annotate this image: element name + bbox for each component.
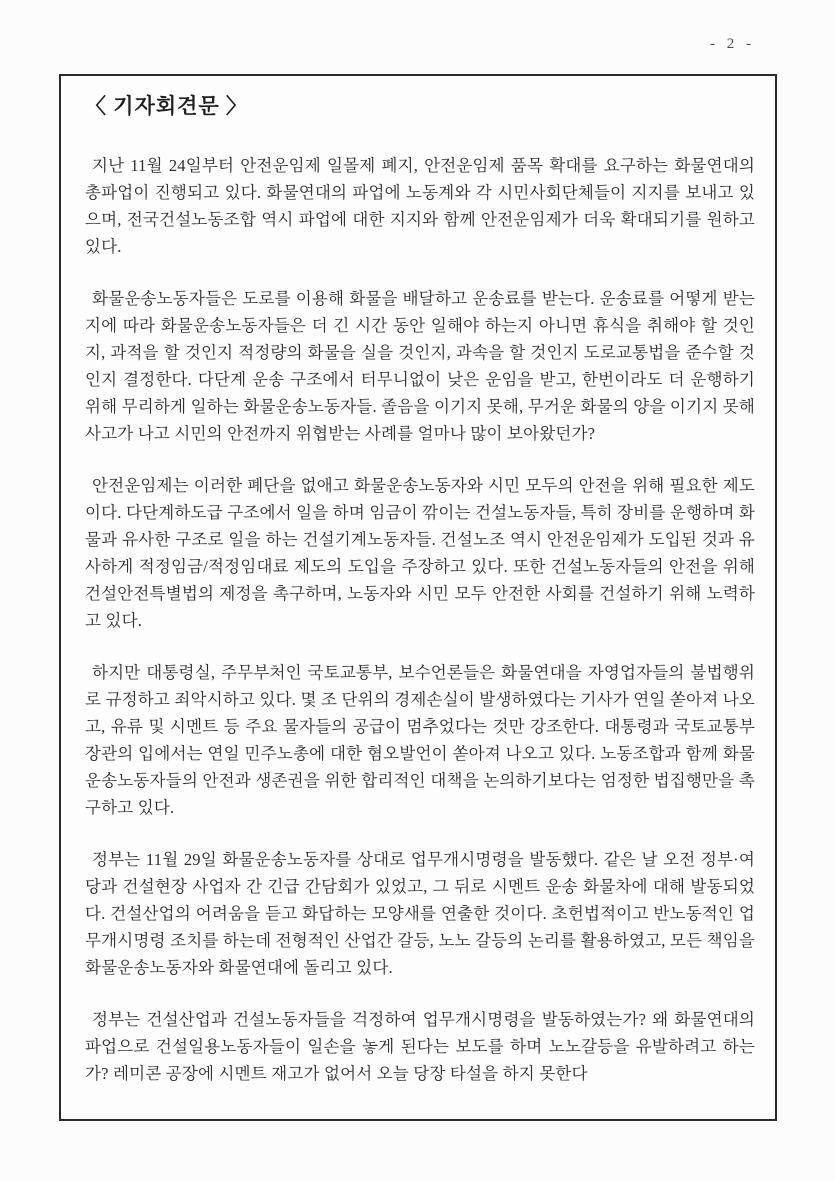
paragraph-freight-workers: 화물운송노동자들은 도로를 이용해 화물을 배달하고 운송료를 받는다. 운송료를 어떻게 받는지에 따라 화물운송노동자들은 더 긴 시간 동안 일해야 하는지 아니면 휴식을 취해야 할 것인지, 과적을 할 것인지 적정량의 화물을 실을 것인지, 과속을 할 것인지 도로교통법을 준수할 것인지 결정한다. 다단계 운송 구조에서 터무니없이 낮은 운임을 받고, 한번이라도 더 운행하기 위해 무리하게 일하는 화물운송노동자들. 졸음을 이기지 못해, 무거운 화물의 양을 이기지 못해 사고가 나고 시민의 안전까지 위협받는 사례를 얼마나 많이 보아왔던가?: [85, 289, 755, 443]
paragraph-government-criticism: 하지만 대통령실, 주무부처인 국토교통부, 보수언론들은 화물연대을 자영업자들의 불법행위로 규정하고 죄악시하고 있다. 몇 조 단위의 경제손실이 발생하였다는 기사가 연일 쏟아져 나오고, 유류 및 시멘트 등 주요 물자들의 공급이 멈추었다는 것만 강조한다. 대통령과 국토교통부 장관의 입에서는 연일 민주노총에 대한 혐오발언이 쏟아져 나오고 있다. 노동조합과 함께 화물운송노동자들의 안전과 생존권을 위한 합리적인 대책을 논의하기보다는 엄정한 법집행만을 촉구하고 있다.: [85, 663, 755, 817]
document-border-frame: [59, 74, 777, 1121]
paragraph-work-start-order: 정부는 11월 29일 화물운송노동자를 상대로 업무개시명령을 발동했다. 같은 날 오전 정부·여당과 건설현장 사업자 간 긴급 간담회가 있었고, 그 뒤로 시멘트 운송 화물차에 대해 발동되었다. 건설산업의 어려움을 듣고 화답하는 모양새를 연출한 것이다. 초헌법적이고 반노동적인 업무개시명령 조치를 하는데 전형적인 산업간 갈등, 노노 갈등의 논리를 활용하였고, 모든 책임을 화물운송노동자와 화물연대에 돌리고 있다.: [85, 850, 755, 977]
paragraph-closing-questions: 정부는 건설산업과 건설노동자들을 걱정하여 업무개시명령을 발동하였는가? 왜 화물연대의 파업으로 건설일용노동자들이 일손을 놓게 된다는 보도를 하며 노노갈등을 유발하려고 하는가? 레미콘 공장에 시멘트 재고가 없어서 오늘 당장 타설을 하지 못한다: [85, 1010, 755, 1083]
page-number: - 2 -: [710, 36, 755, 52]
document-title: 〈 기자회견문 〉: [85, 94, 248, 118]
paragraph-safe-freight-rate-system: 안전운임제는 이러한 폐단을 없애고 화물운송노동자와 시민 모두의 안전을 위해 필요한 제도이다. 다단계하도급 구조에서 일을 하며 임금이 깎이는 건설노동자들, 특히 장비를 운행하며 화물과 유사한 구조로 일을 하는 건설기계노동자들. 건설노조 역시 안전운임제가 도입된 것과 유사하게 적정임금/적정임대료 제도의 도입을 주장하고 있다. 또한 건설노동자들의 안전을 위해 건설안전특별법의 제정을 촉구하며, 노동자와 시민 모두 안전한 사회를 건설하기 위해 노력하고 있다.: [85, 476, 755, 630]
paragraph-strike-intro: 지난 11월 24일부터 안전운임제 일몰제 폐지, 안전운임제 품목 확대를 요구하는 화물연대의 총파업이 진행되고 있다. 화물연대의 파업에 노동계와 각 시민사회단체들이 지지를 보내고 있으며, 전국건설노동조합 역시 파업에 대한 지지와 함께 안전운임제가 더욱 확대되기를 원하고 있다.: [85, 156, 755, 256]
